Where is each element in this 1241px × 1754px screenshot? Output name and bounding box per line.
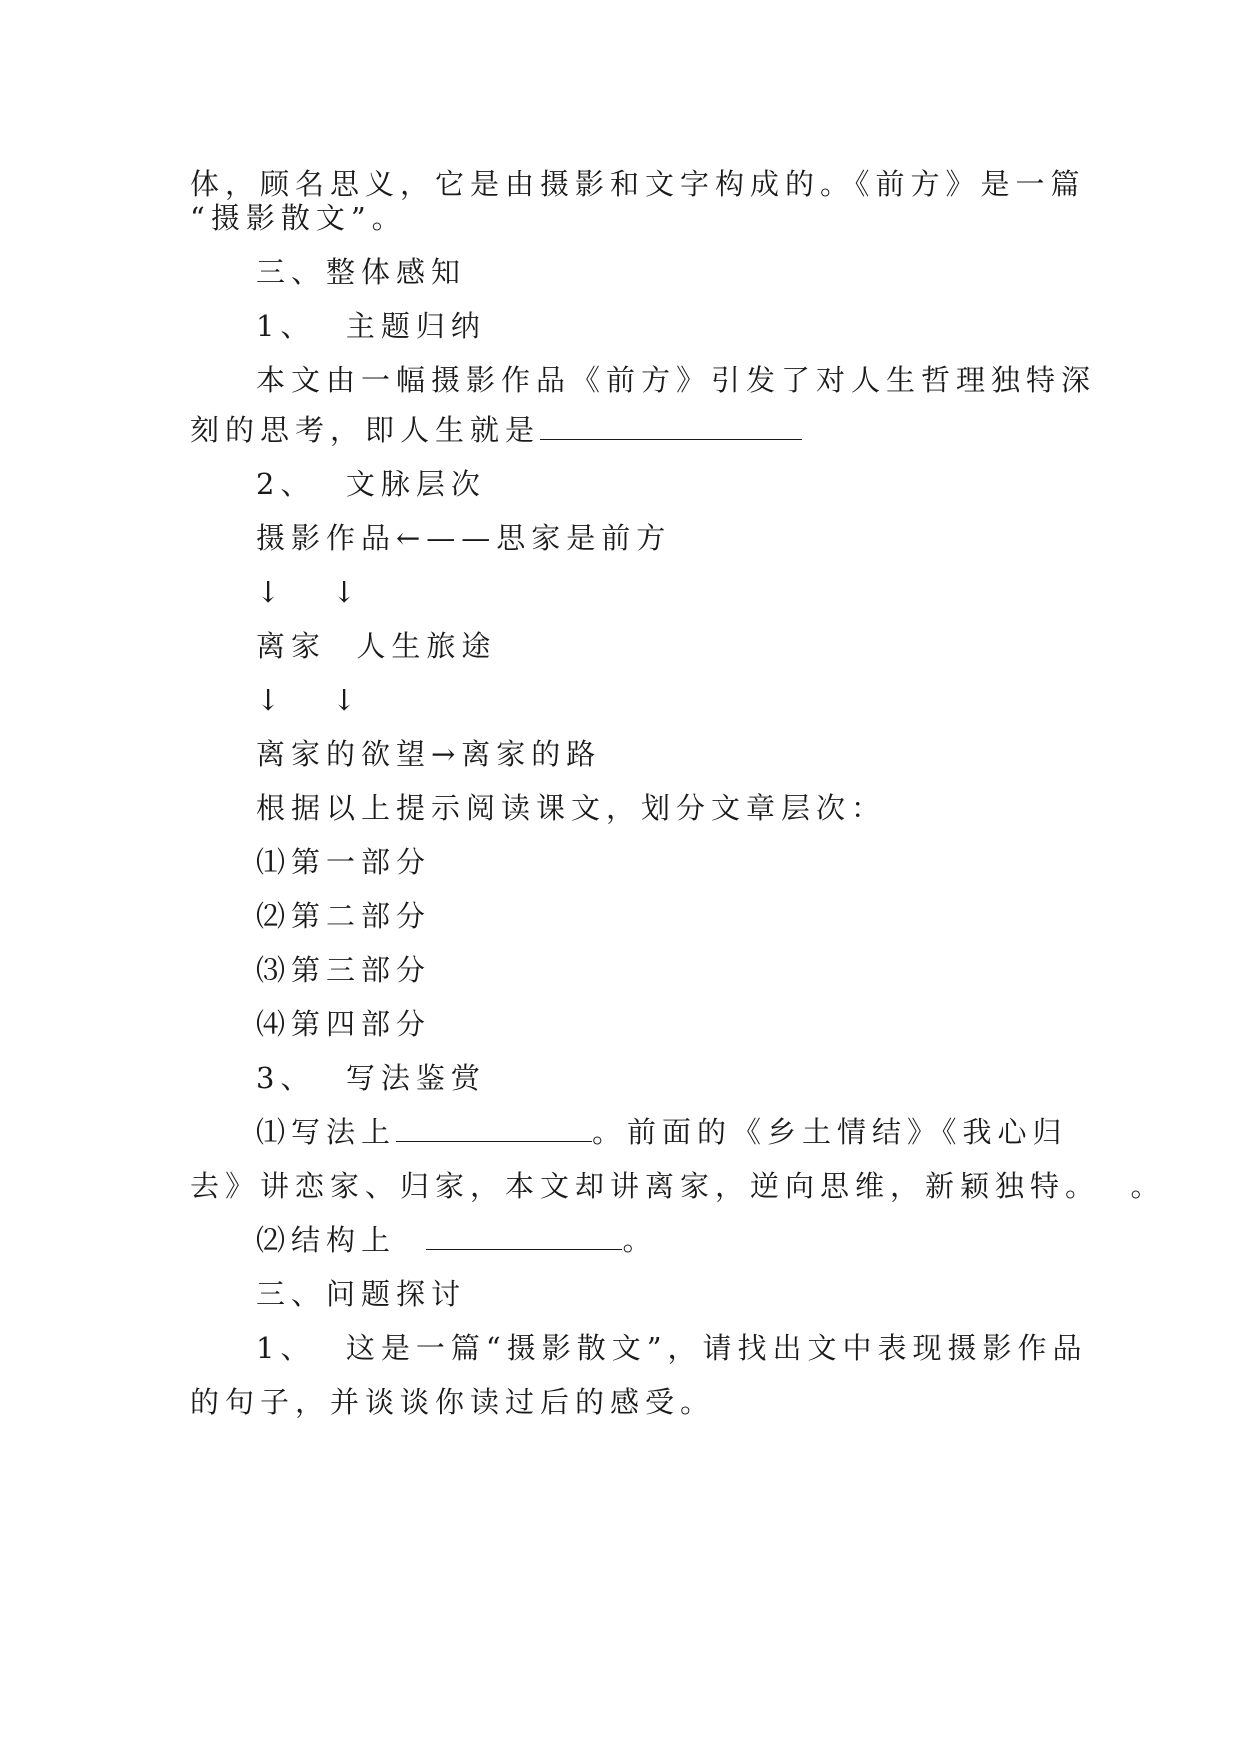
paragraph-line: 1、 这是一篇“摄影散文”，请找出文中表现摄影作品: [256, 1331, 1088, 1365]
section-heading: 三、问题探讨: [256, 1277, 467, 1311]
paragraph-text: 。前面的《乡土情结》《我心归: [592, 1115, 1068, 1149]
paragraph-line: 本文由一幅摄影作品《前方》引发了对人生哲理独特深: [256, 363, 1097, 397]
paragraph-text: 。: [622, 1223, 658, 1257]
subsection-heading: 2、 文脉层次: [256, 467, 486, 501]
list-item: ⑶第三部分: [256, 953, 432, 987]
paragraph-line: 体，顾名思义，它是由摄影和文字构成的。《前方》是一篇: [190, 167, 1086, 201]
paragraph-line: 去》讲恋家、归家，本文却讲离家，逆向思维，新颖独特。 。: [190, 1169, 1166, 1203]
diagram-line: 离家 人生旅途: [256, 629, 497, 663]
fill-in-blank: [426, 1221, 622, 1250]
diagram-arrows: ↓ ↓: [256, 575, 363, 609]
diagram-line: 离家的欲望→离家的路: [256, 737, 602, 771]
paragraph-line: [256, 1112, 1068, 1152]
list-item: ⑵第二部分: [256, 899, 432, 933]
paragraph-text: ⑵结构上: [256, 1223, 427, 1257]
paragraph-line: 根据以上提示阅读课文，划分文章层次：: [256, 791, 887, 825]
fill-in-blank: [540, 411, 802, 440]
subsection-heading: 1、 主题归纳: [256, 309, 486, 343]
subsection-heading: 3、 写法鉴赏: [256, 1061, 486, 1095]
list-item: ⑴第一部分: [256, 845, 432, 879]
diagram-line: 摄影作品←——思家是前方: [256, 521, 672, 555]
paragraph-text: 刻的思考，即人生就是: [190, 413, 541, 447]
paragraph-line: [190, 410, 802, 450]
section-heading: 三、整体感知: [256, 255, 467, 289]
list-item: ⑷第四部分: [256, 1007, 432, 1041]
paragraph-line: 的句子，并谈谈你读过后的感受。: [190, 1385, 716, 1419]
paragraph-line: [256, 1220, 657, 1260]
diagram-arrows: ↓ ↓: [256, 683, 363, 717]
paragraph-text: ⑴写法上: [256, 1115, 397, 1149]
paragraph-line: “摄影散文”。: [190, 201, 407, 235]
fill-in-blank: [396, 1113, 592, 1142]
